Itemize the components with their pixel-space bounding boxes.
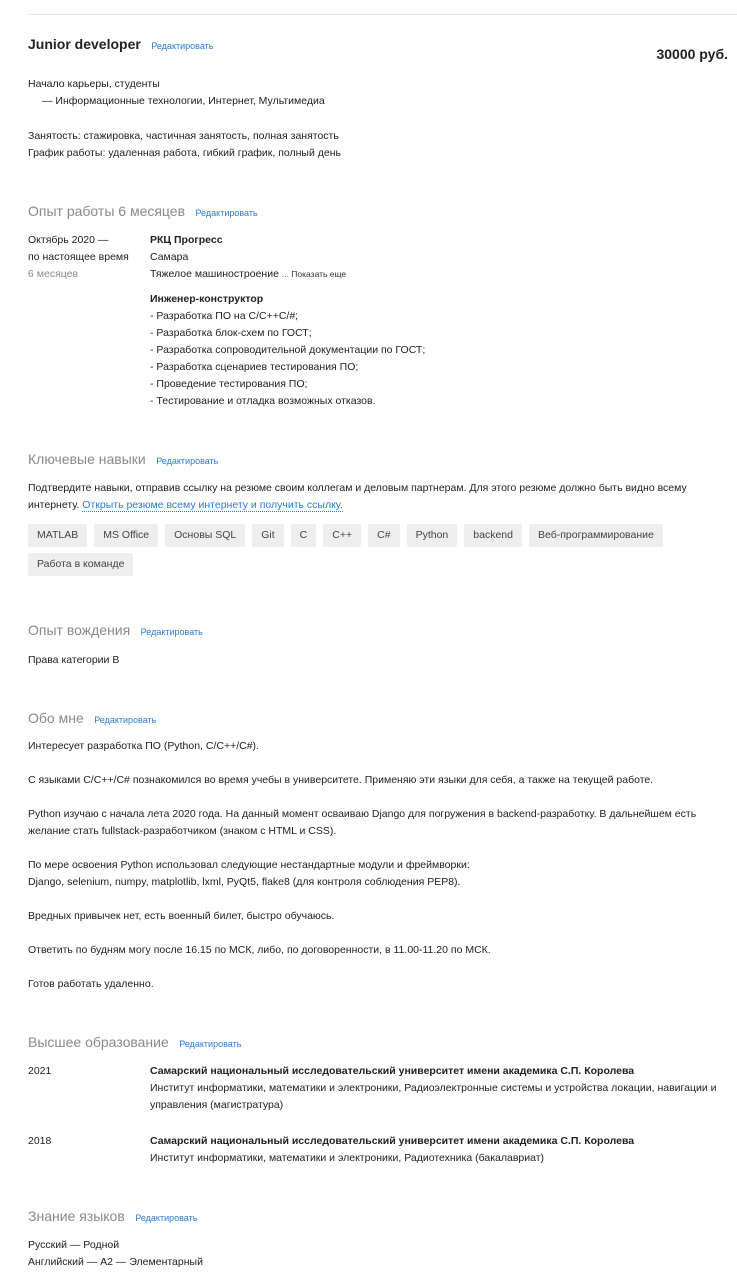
about-paragraph: Ответить по будням могу после 16.15 по МСК, либо, по договоренности, в 11.00-11.20 по МСК. bbox=[28, 944, 491, 956]
education-university: Самарский национальный исследовательский университет имени академика С.П. Королева bbox=[150, 1065, 635, 1077]
skills-title: Ключевые навыки bbox=[28, 451, 146, 467]
skill-tag: C++ bbox=[323, 524, 361, 547]
education-section-header bbox=[28, 1034, 241, 1052]
about-paragraph: Django, selenium, numpy, matplotlib, lxml, PyQt5, flake8 (для контроля соблюдения PEP8). bbox=[28, 876, 461, 888]
skills-list bbox=[28, 524, 718, 582]
driving-title: Опыт вождения bbox=[28, 622, 131, 638]
about-paragraph: Готов работать удаленно. bbox=[28, 978, 154, 990]
experience-title: Опыт работы 6 месяцев bbox=[28, 203, 186, 219]
company-industry-row bbox=[150, 266, 346, 283]
experience-period-start: Октябрь 2020 — bbox=[28, 234, 109, 246]
open-resume-link[interactable]: Открыть резюме всему интернету и получить ссылку. bbox=[82, 499, 343, 511]
duty-item: - Тестирование и отладка возможных отказов. bbox=[150, 395, 376, 407]
skill-tag: MATLAB bbox=[28, 524, 87, 547]
duty-item: - Разработка сценариев тестирования ПО; bbox=[150, 361, 359, 373]
education-university: Самарский национальный исследовательский университет имени академика С.П. Королева bbox=[150, 1135, 635, 1147]
about-paragraph: Вредных привычек нет, есть военный билет, быстро обучаюсь. bbox=[28, 910, 335, 922]
show-more-link[interactable]: ... Показать еще bbox=[281, 269, 347, 279]
about-paragraph: Интересует разработка ПО (Python, C/C++/C#). bbox=[28, 740, 259, 752]
skill-tag: Веб-программирование bbox=[529, 524, 663, 547]
experience-section-header bbox=[28, 203, 258, 221]
driving-license: Права категории B bbox=[28, 654, 120, 666]
salary: 30000 руб. bbox=[656, 46, 728, 62]
driving-section-header bbox=[28, 622, 203, 640]
top-divider bbox=[28, 14, 737, 15]
skills-note bbox=[28, 480, 718, 514]
edit-experience-link[interactable]: Редактировать bbox=[195, 208, 258, 218]
language-item: Русский — Родной bbox=[28, 1239, 120, 1251]
languages-section-header bbox=[28, 1208, 197, 1226]
edit-driving-link[interactable]: Редактировать bbox=[140, 627, 203, 637]
edit-skills-link[interactable]: Редактировать bbox=[156, 456, 219, 466]
duty-item: - Проведение тестирования ПО; bbox=[150, 378, 308, 390]
skill-tag: Работа в команде bbox=[28, 553, 133, 576]
company-name: РКЦ Прогресс bbox=[150, 234, 223, 246]
skill-tag: Python bbox=[407, 524, 458, 547]
company-city: Самара bbox=[150, 251, 189, 263]
education-year: 2021 bbox=[28, 1065, 52, 1077]
career-level: Начало карьеры, студенты bbox=[28, 78, 160, 90]
job-position: Инженер-конструктор bbox=[150, 293, 264, 305]
education-details: Институт информатики, математики и электроники, Радиоэлектронные системы и устройства локации, навигации и управления (магистратура) bbox=[150, 1082, 717, 1111]
duties-list bbox=[150, 308, 425, 410]
edit-languages-link[interactable]: Редактировать bbox=[135, 1213, 198, 1223]
skill-tag: C# bbox=[368, 524, 399, 547]
language-item: Английский — A2 — Элементарный bbox=[28, 1256, 203, 1268]
about-title: Обо мне bbox=[28, 710, 84, 726]
about-paragraph: Python изучаю с начала лета 2020 года. На данный момент осваиваю Django для погружения в backend-разработку. В дальнейшем есть желание стать fullstack-разработчиком (знаком с HTML и CSS). bbox=[28, 808, 697, 837]
skill-tag: backend bbox=[464, 524, 522, 547]
edit-position-link[interactable]: Редактировать bbox=[151, 41, 214, 51]
position-header bbox=[28, 36, 213, 54]
skills-section-header bbox=[28, 451, 218, 469]
about-paragraph: С языками C/C++/C# познакомился во время учебы в университете. Применяю эти языки для себя, а также на текущей работе. bbox=[28, 774, 654, 786]
education-year: 2018 bbox=[28, 1135, 52, 1147]
position-title: Junior developer bbox=[28, 36, 141, 52]
experience-period-end: по настоящее время bbox=[28, 251, 129, 263]
skill-tag: Основы SQL bbox=[165, 524, 245, 547]
experience-duration: 6 месяцев bbox=[28, 268, 79, 280]
about-section-header bbox=[28, 710, 156, 728]
education-title: Высшее образование bbox=[28, 1034, 169, 1050]
skill-tag: Git bbox=[252, 524, 283, 547]
skill-tag: MS Office bbox=[94, 524, 158, 547]
industries: — Информационные технологии, Интернет, Мультимедиа bbox=[42, 95, 325, 107]
languages-title: Знание языков bbox=[28, 1208, 125, 1224]
duty-item: - Разработка ПО на C/C++C/#; bbox=[150, 310, 299, 322]
edit-education-link[interactable]: Редактировать bbox=[179, 1039, 242, 1049]
duty-item: - Разработка сопроводительной документации по ГОСТ; bbox=[150, 344, 426, 356]
company-industry: Тяжелое машиностроение bbox=[150, 268, 279, 280]
edit-about-link[interactable]: Редактировать bbox=[94, 715, 157, 725]
education-details: Институт информатики, математики и электроники, Радиотехника (бакалавриат) bbox=[150, 1152, 545, 1164]
skills-note-text: Подтвердите навыки, отправив ссылку на резюме своим коллегам и деловым партнерам. Для этого резюме должно быть видно всему интернету. bbox=[28, 482, 687, 511]
about-paragraph: По мере освоения Python использовал следующие нестандартные модули и фреймворки: bbox=[28, 859, 470, 871]
duty-item: - Разработка блок-схем по ГОСТ; bbox=[150, 327, 312, 339]
employment: Занятость: стажировка, частичная занятость, полная занятость bbox=[28, 130, 339, 142]
schedule: График работы: удаленная работа, гибкий график, полный день bbox=[28, 147, 342, 159]
skill-tag: C bbox=[291, 524, 317, 547]
